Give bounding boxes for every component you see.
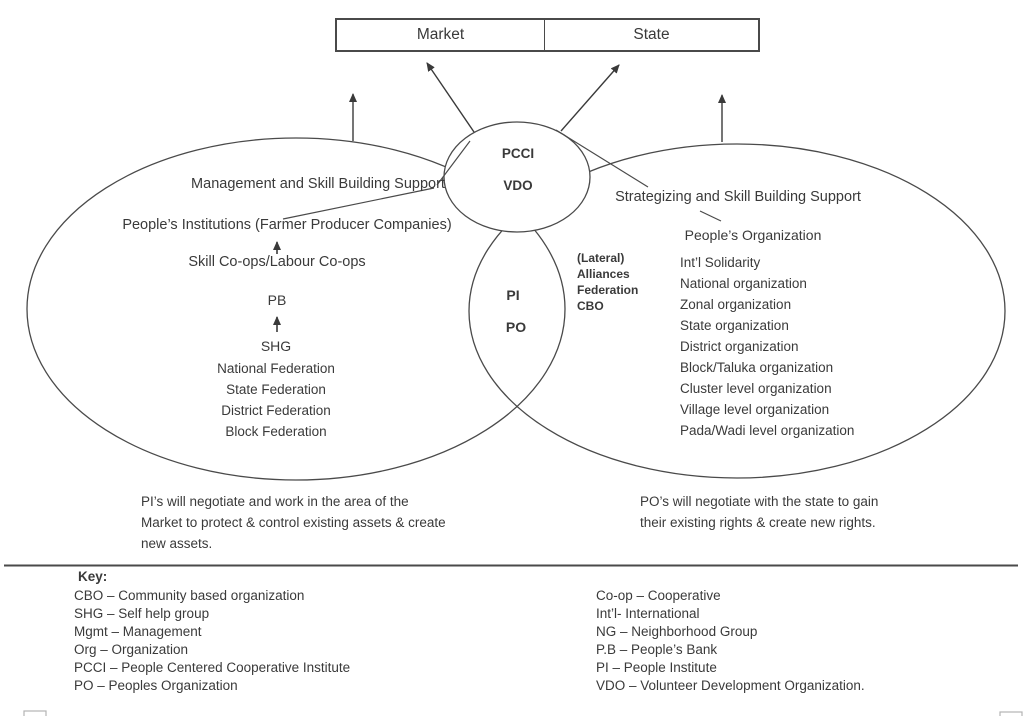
peoples-institutions-label: People’s Institutions (Farmer Producer Companies) bbox=[122, 217, 452, 233]
key-left-column bbox=[74, 587, 350, 695]
organization-item: Block/Taluka organization bbox=[680, 360, 834, 375]
pcci-vdo-circle bbox=[444, 122, 590, 232]
key-item: Int’l- International bbox=[596, 606, 700, 621]
organization-list bbox=[680, 252, 854, 441]
po-note-line: PO’s will negotiate with the state to gain bbox=[640, 494, 879, 509]
pi-note-line: PI’s will negotiate and work in the area of the bbox=[141, 494, 409, 509]
strategizing-support-label: Strategizing and Skill Building Support bbox=[615, 189, 861, 205]
key-item: Co-op – Cooperative bbox=[596, 588, 721, 603]
key-item: Mgmt – Management bbox=[74, 624, 202, 639]
organization-item: District organization bbox=[680, 339, 799, 354]
organization-item: Zonal organization bbox=[680, 297, 792, 312]
lateral-block bbox=[577, 250, 638, 314]
federation-item: National Federation bbox=[217, 361, 335, 376]
pi-label: PI bbox=[506, 287, 520, 303]
skill-coops-label: Skill Co-ops/Labour Co-ops bbox=[188, 254, 366, 270]
state-label: State bbox=[633, 26, 670, 43]
management-support-label: Management and Skill Building Support bbox=[191, 176, 445, 192]
arrow-circle-to-market bbox=[427, 63, 474, 132]
key-item: P.B – People’s Bank bbox=[596, 642, 718, 657]
federation-item: Block Federation bbox=[225, 424, 327, 439]
federation-list bbox=[217, 358, 335, 442]
arrow-circle-to-state bbox=[561, 65, 619, 131]
lateral-line: CBO bbox=[577, 299, 604, 313]
market-cell bbox=[337, 20, 544, 50]
pb-label: PB bbox=[267, 292, 287, 308]
key-title: Key: bbox=[78, 569, 108, 584]
key-item: Org – Organization bbox=[74, 642, 189, 657]
pcci-label: PCCI bbox=[501, 146, 535, 161]
pi-note bbox=[141, 491, 446, 554]
lateral-line: Federation bbox=[577, 283, 639, 297]
shg-label: SHG bbox=[260, 338, 292, 354]
lateral-line: Alliances bbox=[577, 267, 630, 281]
lateral-line: (Lateral) bbox=[577, 251, 625, 265]
key-item: CBO – Community based organization bbox=[74, 588, 305, 603]
market-state-box bbox=[335, 18, 760, 52]
organization-item: State organization bbox=[680, 318, 789, 333]
organization-item: Cluster level organization bbox=[680, 381, 832, 396]
organization-item: Pada/Wadi level organization bbox=[680, 423, 855, 438]
federation-item: District Federation bbox=[221, 403, 331, 418]
po-note-line: their existing rights & create new rights. bbox=[640, 515, 876, 530]
key-item: SHG – Self help group bbox=[74, 606, 210, 621]
organization-item: Int’l Solidarity bbox=[680, 255, 761, 270]
organization-item: Village level organization bbox=[680, 402, 830, 417]
pi-note-line: new assets. bbox=[141, 536, 213, 551]
po-label: PO bbox=[505, 319, 527, 335]
key-item: PI – People Institute bbox=[596, 660, 717, 675]
key-item: NG – Neighborhood Group bbox=[596, 624, 758, 639]
organization-item: National organization bbox=[680, 276, 807, 291]
cropped-box-bottom-left bbox=[24, 711, 46, 716]
key-item: VDO – Volunteer Development Organization. bbox=[596, 678, 865, 693]
key-item: PO – Peoples Organization bbox=[74, 678, 238, 693]
pi-note-line: Market to protect & control existing assets & create bbox=[141, 515, 446, 530]
federation-item: State Federation bbox=[226, 382, 326, 397]
key-item: PCCI – People Centered Cooperative Institute bbox=[74, 660, 351, 675]
key-right-column bbox=[596, 587, 865, 695]
cropped-box-bottom-right bbox=[1000, 712, 1022, 716]
market-label: Market bbox=[416, 26, 465, 43]
po-note bbox=[640, 491, 878, 533]
state-cell bbox=[544, 20, 758, 50]
peoples-organization-label: People’s Organization bbox=[684, 227, 822, 243]
connector-strategizing-to-org bbox=[700, 211, 721, 221]
vdo-label: VDO bbox=[503, 178, 533, 193]
